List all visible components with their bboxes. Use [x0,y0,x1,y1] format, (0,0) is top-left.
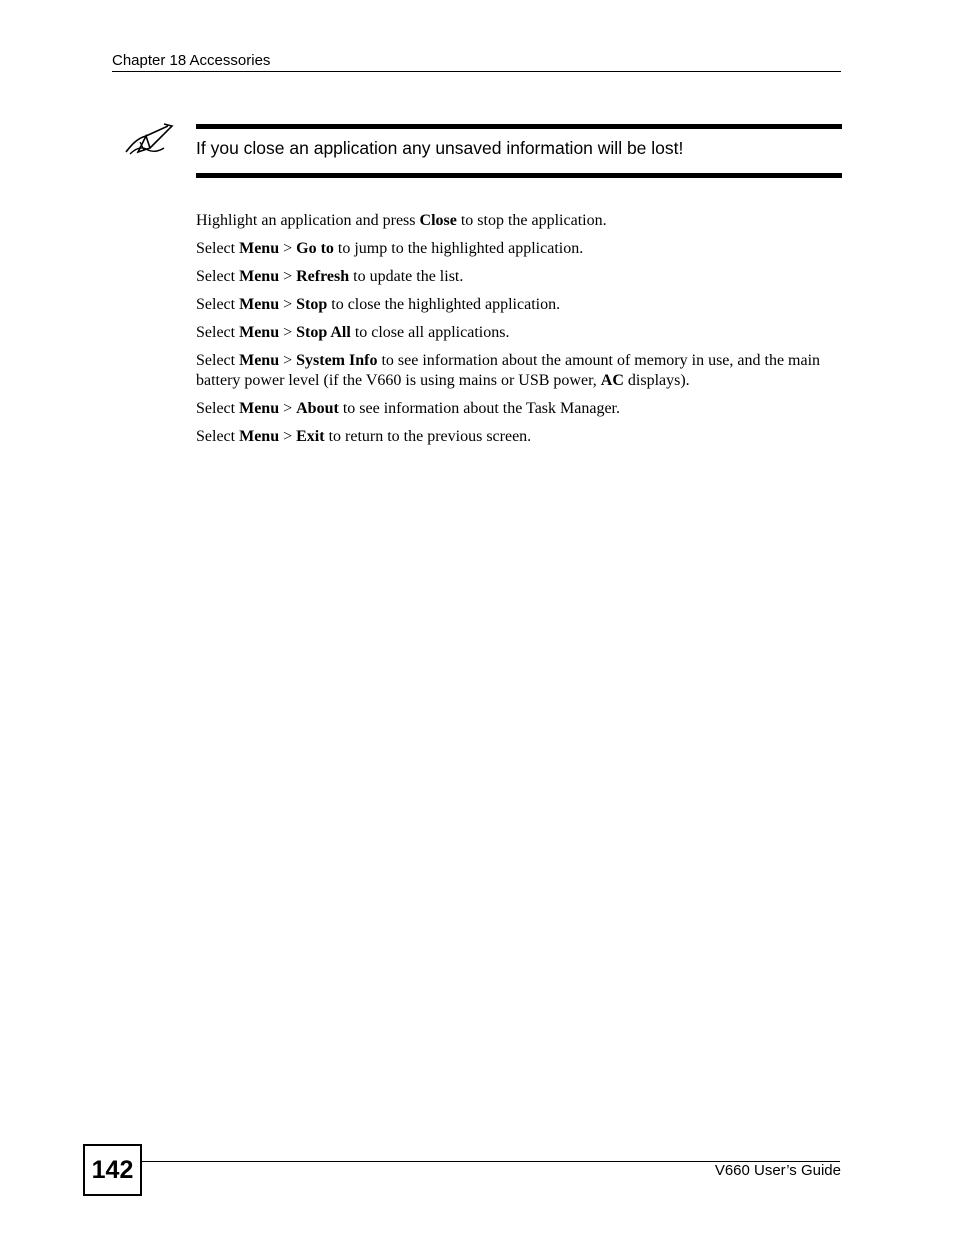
instruction-paragraph: Select Menu > Refresh to update the list. [196,268,464,285]
instructions-body [196,211,842,455]
instruction-paragraph: Select Menu > Exit to return to the previous screen. [196,428,532,445]
chapter-header: Chapter 18 Accessories [112,52,271,69]
instruction-paragraph: Select Menu > About to see information about the Task Manager. [196,400,620,417]
guide-title: V660 User’s Guide [714,1162,841,1179]
note-pen-icon [124,122,176,160]
note-top-rule [196,124,842,129]
instruction-paragraph: Select Menu > Stop to close the highlighted application. [196,296,561,313]
instruction-paragraph: Select Menu > Stop All to close all applications. [196,324,510,341]
header-divider [112,71,841,72]
instruction-paragraph: Select Menu > System Info to see information about the amount of memory in use, and the main battery power level (if the V660 is using mains or USB power, AC displays). [196,352,821,389]
note-text: If you close an application any unsaved information will be lost! [196,138,684,158]
page-number: 142 [83,1144,142,1196]
instruction-paragraph: Select Menu > Go to to jump to the highlighted application. [196,240,584,257]
instruction-paragraph: Highlight an application and press Close to stop the application. [196,212,607,229]
note-bottom-rule [196,173,842,178]
